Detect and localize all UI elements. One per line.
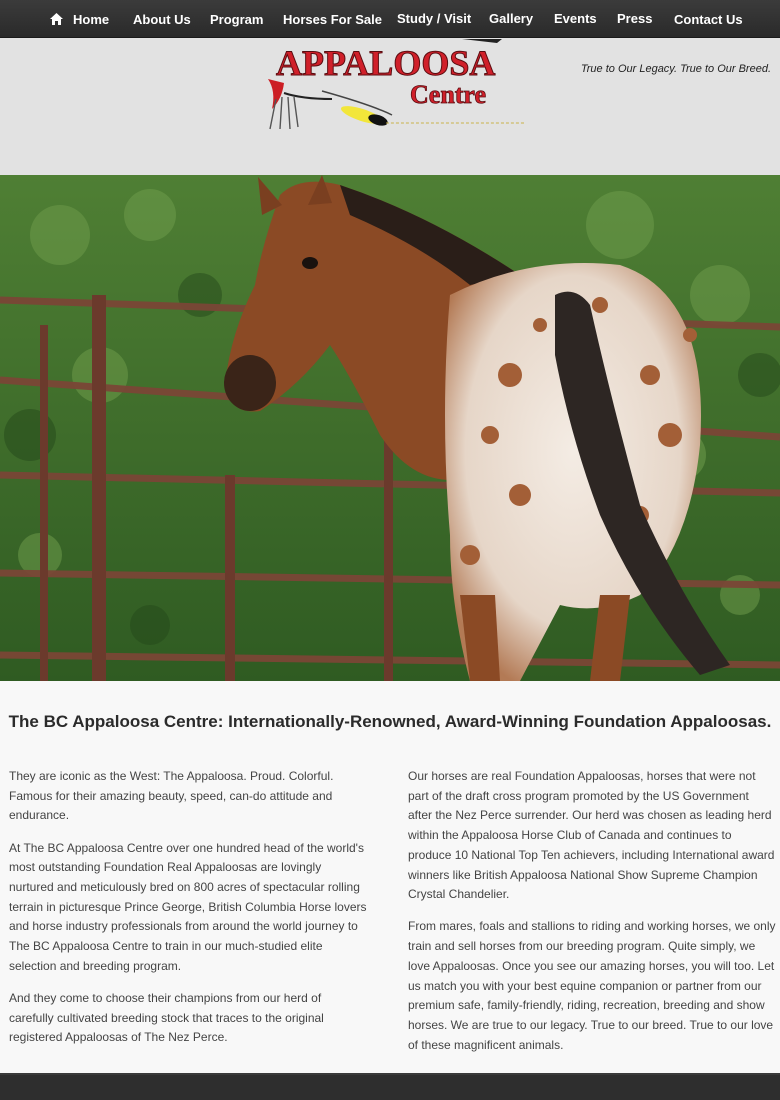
site-tagline: True to Our Legacy. True to Our Breed. (580, 63, 771, 75)
nav-item-program[interactable] (210, 0, 263, 38)
nav-label-press: Press (617, 10, 653, 26)
left-paragraph: They are iconic as the West: The Appaloosa. Proud. Colorful. Famous for their amazing beauty, speed, can-do attitude and endurance. (9, 769, 334, 823)
left-column (9, 767, 369, 1061)
home-icon (50, 13, 63, 25)
left-paragraph: And they come to choose their champions from our herd of carefully cultivated breeding stock that traces to the original registered Appaloosas of The Nez Perce. (9, 991, 324, 1045)
nav-item-press[interactable] (617, 0, 652, 36)
nav-item-about-us[interactable] (133, 0, 191, 38)
hero-horse-photo (0, 175, 780, 681)
nav-item-home[interactable] (50, 0, 109, 38)
nav-item-contact-us[interactable] (674, 0, 743, 38)
main-nav (0, 0, 780, 38)
nav-label-program: Program (210, 12, 264, 27)
nav-item-gallery[interactable] (489, 0, 533, 36)
nav-label-about-us: About Us (133, 12, 191, 27)
nav-label-events: Events (554, 10, 597, 26)
nav-label-home: Home (73, 12, 110, 27)
nav-label-contact-us: Contact Us (674, 12, 743, 27)
left-paragraph: At The BC Appaloosa Centre over one hundred head of the world's most outstanding Foundation Real Appaloosas are lovingly nurtured and meticulously bred on 800 acres of spectacular rolling terrain in picturesque Prince George, British Columbia Horse lovers and horse industry professionals from around the world journey to The BC Appaloosa Centre to train in our much-studied elite selection and breeding program. (9, 840, 367, 973)
right-column (408, 767, 776, 1068)
logo-subword: Centre (410, 80, 487, 109)
site-footer (0, 1073, 780, 1100)
nav-label-study-visit: Study / Visit (397, 10, 472, 26)
nav-label-horses-for-sale: Horses For Sale (283, 12, 382, 27)
nav-item-horses-for-sale[interactable] (283, 0, 382, 38)
right-paragraph: Our horses are real Foundation Appaloosas, horses that were not part of the draft cross program promoted by the US Government after the Nez Perce surrender. Our herd was chosen as leading herd within the Appaloosa Horse Club of Canada and continues to produce 10 National Top Ten achievers, including International award winners like British Appaloosa National Show Supreme Champion Crystal Chandelier. (408, 769, 775, 902)
page-headline: The BC Appaloosa Centre: Internationally-Renowned, Award-Winning Foundation Appaloosas. (8, 712, 772, 731)
logo-wordmark: APPALOOSA (276, 43, 496, 83)
main-content (0, 681, 780, 1073)
appaloosa-horse-image (0, 175, 780, 681)
right-paragraph: From mares, foals and stallions to riding and working horses, we only train and sell horses from our breeding program. Quite simply, we love Appaloosas. Once you see our amazing horses, you will too. Let us match you with your best equine companion or partner from our premium safe, family-friendly, riding, recreation, breeding and show horses. We are true to our legacy. True to our breed. True to our love of these magnificent animals. (408, 919, 776, 1052)
nav-label-gallery: Gallery (489, 10, 534, 26)
nav-item-study-visit[interactable] (397, 0, 471, 36)
site-header (0, 39, 780, 175)
nav-item-events[interactable] (554, 0, 597, 36)
appaloosa-centre-logo[interactable] (262, 39, 532, 133)
